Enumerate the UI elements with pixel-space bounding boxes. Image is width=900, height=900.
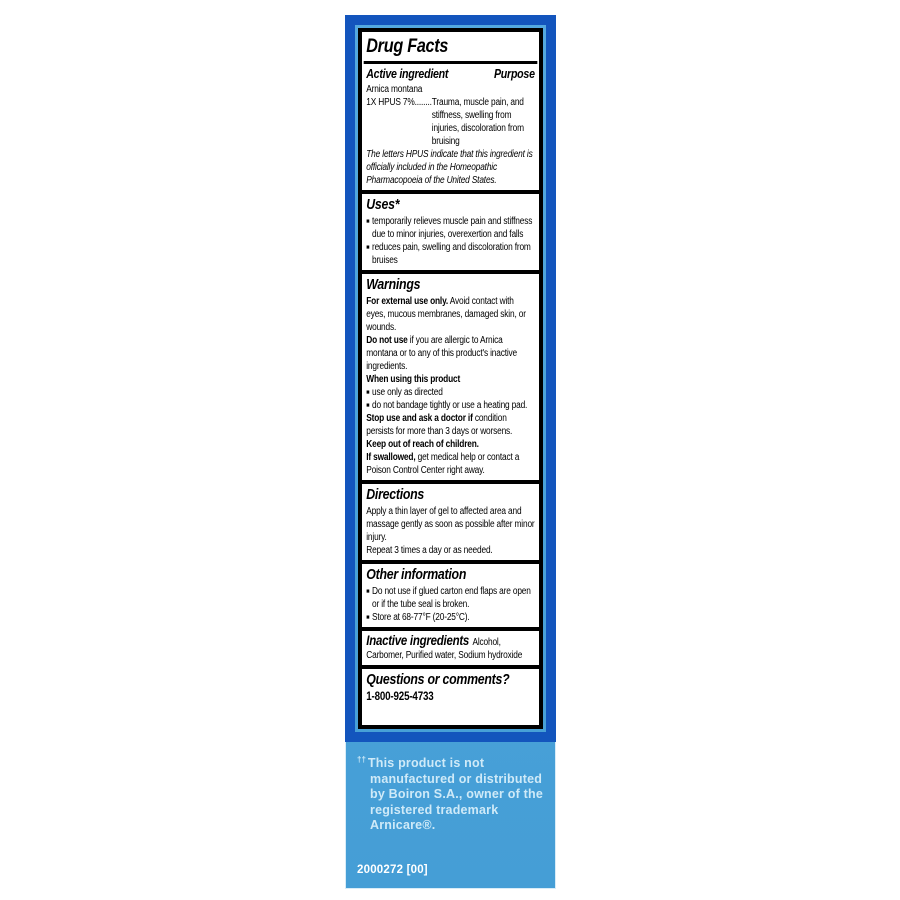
square-bullet-icon: ■ — [366, 587, 370, 595]
active-ingredient-section — [362, 64, 539, 190]
warnings-external-use: For external use only. Avoid contact with eyes, mucous membranes, damaged skin, or wounds. — [366, 295, 526, 333]
square-bullet-icon: ■ — [366, 388, 370, 396]
questions-phone-number: 1-800-925-4733 — [366, 690, 434, 703]
other-information-heading: Other information — [366, 566, 467, 583]
warnings-do-not-use: Do not use if you are allergic to Arnica montana or to any of this product's inactive ingredients. — [366, 334, 518, 372]
warnings-bullet-2: ■ do not bandage tightly or use a heating pad. — [366, 399, 528, 411]
drug-facts-box — [358, 28, 543, 729]
warnings-heading: Warnings — [366, 276, 421, 293]
purpose-heading: Purpose — [493, 66, 535, 81]
active-ingredient-heading: Active ingredient — [366, 66, 449, 81]
warnings-bullet-1: ■ use only as directed — [366, 386, 443, 398]
warnings-section — [362, 274, 539, 480]
uses-bullet-1: ■ temporarily relieves muscle pain and stiffness due to minor injuries, overexertion and falls — [366, 215, 533, 240]
directions-heading: Directions — [366, 486, 425, 503]
footnote-text: This product is not manufactured or distributed by Boiron S.A., owner of the registered trademark Arnicare®. — [367, 756, 543, 833]
dose-purpose-row — [366, 96, 534, 148]
warnings-if-swallowed: If swallowed, get medical help or contact a Poison Control Center right away. — [366, 451, 520, 476]
package-side-panel — [345, 15, 556, 889]
questions-heading: Questions or comments? — [366, 671, 510, 688]
square-bullet-icon: ■ — [366, 243, 370, 251]
directions-line-2: Repeat 3 times a day or as needed. — [366, 544, 493, 556]
directions-section — [362, 484, 539, 560]
directions-line-1: Apply a thin layer of gel to affected area and massage gently as soon as possible after minor injury. — [366, 505, 535, 543]
other-bullet-1: ■ Do not use if glued carton end flaps are open or if the tube seal is broken. — [366, 585, 531, 610]
dose-leader: 1X HPUS 7%........ — [366, 96, 432, 108]
hpus-note: The letters HPUS indicate that this ingredient is officially included in the Homeopathic Pharmacopoeia of the United States. — [366, 148, 533, 186]
warnings-when-using: When using this product — [366, 373, 461, 385]
warnings-keep-out-of-reach: Keep out of reach of children. — [366, 438, 479, 450]
drug-facts-title: Drug Facts — [366, 36, 449, 57]
square-bullet-icon: ■ — [366, 613, 370, 621]
product-code: 2000272 [00] — [357, 864, 428, 876]
drug-facts-frame — [345, 15, 556, 742]
square-bullet-icon: ■ — [366, 217, 370, 225]
other-bullet-2: ■ Store at 68-77°F (20-25°C). — [366, 611, 470, 623]
uses-section — [362, 194, 539, 270]
other-information-section — [362, 564, 539, 627]
inactive-ingredients-list: Alcohol, Carbomer, Purified water, Sodium hydroxide — [366, 636, 523, 661]
warnings-stop-use: Stop use and ask a doctor if condition persists for more than 3 days or worsens. — [366, 412, 513, 437]
uses-heading: Uses* — [366, 196, 400, 213]
uses-bullet-2: ■ reduces pain, swelling and discoloration from bruises — [366, 241, 531, 266]
questions-section — [362, 669, 539, 707]
square-bullet-icon: ■ — [366, 401, 370, 409]
trademark-footnote — [357, 752, 546, 834]
ingredient-name: Arnica montana — [366, 83, 423, 95]
inactive-ingredients-section — [362, 631, 539, 665]
inactive-ingredients-heading: Inactive ingredients — [366, 632, 470, 648]
purpose-text: Trauma, muscle pain, and stiffness, swelling from injuries, discoloration from bruising — [431, 96, 524, 147]
footnote-marker: †† — [357, 755, 366, 764]
